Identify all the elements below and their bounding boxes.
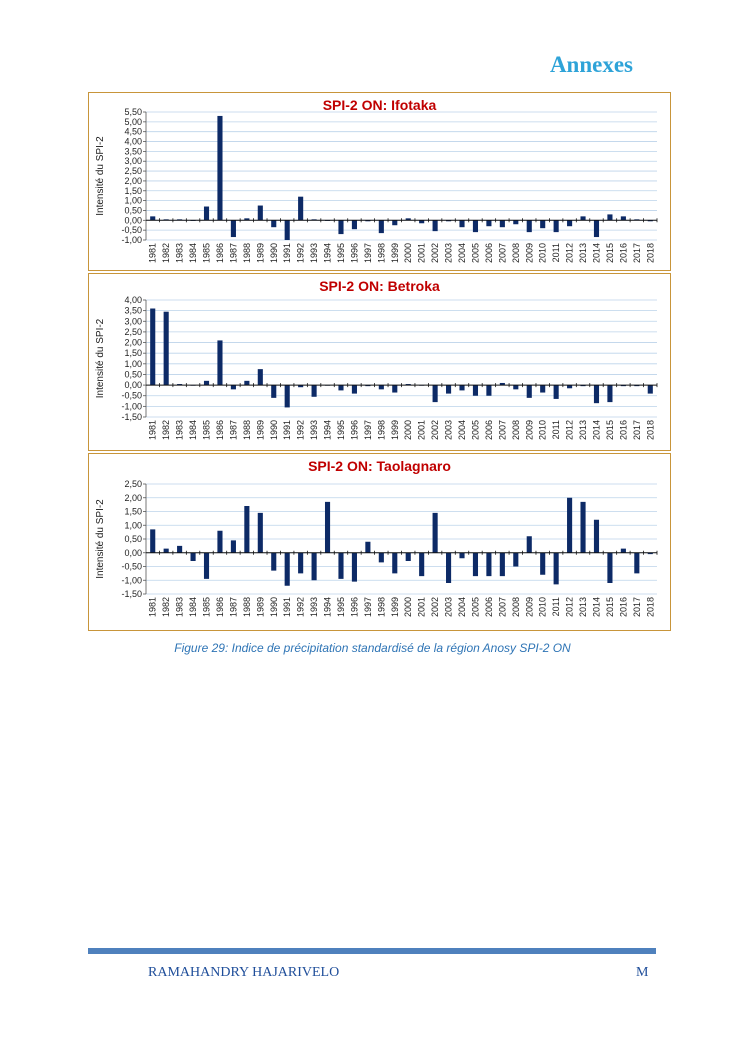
x-tick-label: 1995 [335,597,346,618]
bar [433,220,438,231]
chart-title: SPI-2 ON: Taolagnaro [308,458,451,474]
x-tick-label: 2004 [457,243,468,264]
x-tick-label: 2009 [524,243,535,264]
bar [607,385,612,402]
x-tick-label: 1982 [161,597,172,618]
bar [527,220,532,232]
x-tick-label: 1990 [268,420,279,441]
bar [204,207,209,221]
y-tick-label: 3,50 [124,305,142,316]
x-tick-label: 1997 [362,420,373,441]
bar [379,385,384,389]
bar [379,553,384,563]
x-tick-label: 2004 [457,597,468,618]
bar [406,553,411,561]
x-tick-label: 1984 [188,420,199,441]
bar [567,220,572,226]
x-tick-label: 1985 [201,243,212,264]
bar [271,385,276,398]
x-tick-label: 2014 [591,243,602,264]
bar [312,553,317,581]
y-axis-label: Intensité du SPI-2 [95,318,106,399]
bar [634,553,639,574]
x-tick-label: 1998 [376,597,387,618]
x-tick-label: 2005 [470,420,481,441]
x-tick-label: 2003 [443,243,454,264]
bar [285,385,290,407]
y-tick-label: 2,00 [124,175,142,186]
x-tick-label: 2015 [604,597,615,618]
chart-panel-ifotaka [88,92,671,271]
x-tick-label: 2001 [416,243,427,264]
x-tick-label: 2018 [645,420,656,441]
bar [164,312,169,385]
chart-taolagnaro [89,454,670,630]
bar [352,553,357,582]
x-tick-label: 1983 [174,597,185,618]
x-tick-label: 2006 [483,420,494,441]
x-tick-label: 1989 [255,420,266,441]
x-tick-label: 2001 [416,420,427,441]
x-tick-label: 1999 [389,597,400,618]
bar [459,553,464,559]
x-tick-label: 1996 [349,243,360,264]
bar [473,385,478,396]
x-tick-label: 2001 [416,597,427,618]
bar [352,220,357,229]
x-tick-label: 2016 [618,597,629,618]
x-tick-label: 1982 [161,243,172,264]
x-tick-label: 2014 [591,597,602,618]
x-tick-label: 2013 [578,243,589,264]
x-tick-label: 1983 [174,420,185,441]
x-tick-label: 2004 [457,420,468,441]
x-tick-label: 1981 [147,420,158,441]
bar [285,553,290,586]
y-tick-label: 2,00 [124,492,142,503]
y-tick-label: -0,50 [121,225,142,236]
bar [217,531,222,553]
x-tick-label: 2006 [483,243,494,264]
x-tick-label: 1987 [228,597,239,618]
x-tick-label: 1997 [362,243,373,264]
x-tick-label: 1981 [147,243,158,264]
x-tick-label: 1994 [322,597,333,618]
bar [258,206,263,221]
x-tick-label: 2012 [564,243,575,264]
x-tick-label: 2017 [631,243,642,264]
bar [191,553,196,561]
x-tick-label: 2010 [537,243,548,264]
x-tick-label: 2018 [645,243,656,264]
bar [379,220,384,233]
y-tick-label: 0,50 [124,534,142,544]
y-tick-label: 2,50 [124,479,142,489]
bar [352,385,357,394]
x-tick-label: 1987 [228,420,239,441]
x-tick-label: 2008 [510,597,521,618]
x-tick-label: 2014 [591,420,602,441]
y-tick-label: -1,50 [121,412,142,422]
x-tick-label: 2012 [564,420,575,441]
x-tick-label: 2007 [497,243,508,264]
x-tick-label: 1983 [174,243,185,264]
x-tick-label: 1989 [255,243,266,264]
y-tick-label: 1,50 [124,348,142,359]
footer-author: RAMAHANDRY HAJARIVELO [148,965,340,980]
bar [365,542,370,553]
x-tick-label: 1991 [282,420,293,441]
x-tick-label: 2002 [430,243,441,264]
bar [204,381,209,385]
bar [231,220,236,237]
y-axis-label: Intensité du SPI-2 [95,136,106,216]
x-tick-label: 1988 [241,597,252,618]
bar [433,513,438,553]
bar [540,220,545,228]
y-tick-label: 3,00 [124,316,142,327]
x-tick-label: 2007 [497,420,508,441]
x-tick-label: 1988 [241,420,252,441]
bar [433,385,438,402]
x-tick-label: 1993 [309,597,320,618]
y-tick-label: -1,00 [121,575,142,586]
bar [231,540,236,552]
bar [392,553,397,574]
bar [271,220,276,227]
bar [513,385,518,389]
x-tick-label: 1981 [147,597,158,618]
y-tick-label: 1,00 [124,195,142,206]
y-tick-label: 3,50 [124,146,142,157]
bar [486,220,491,226]
bar [473,220,478,232]
x-tick-label: 1997 [362,597,373,618]
x-tick-label: 2007 [497,597,508,618]
x-tick-label: 1984 [188,597,199,618]
bar [554,553,559,585]
bar [459,385,464,390]
x-tick-label: 1992 [295,597,306,618]
x-tick-label: 2016 [618,243,629,264]
x-tick-label: 2016 [618,420,629,441]
x-tick-label: 2009 [524,420,535,441]
bar [285,220,290,240]
x-tick-label: 2000 [403,597,414,618]
bar [513,553,518,567]
y-tick-label: -0,50 [121,390,142,401]
x-tick-label: 1993 [309,420,320,441]
y-tick-label: 1,50 [124,185,142,196]
bar [312,385,317,397]
bar [446,385,451,394]
footer-bar [88,948,656,954]
bar [258,513,263,553]
bar [554,220,559,232]
x-tick-label: 1999 [389,420,400,441]
x-tick-label: 2009 [524,597,535,618]
bar [607,214,612,220]
bar [217,340,222,385]
x-tick-label: 2012 [564,597,575,618]
y-tick-label: -1,00 [121,235,142,245]
chart-panel-betroka [88,273,671,451]
y-tick-label: 4,00 [124,295,142,305]
bar [554,385,559,399]
y-tick-label: -0,50 [121,561,142,572]
x-tick-label: 2013 [578,597,589,618]
bar [446,553,451,583]
page-number: M [636,965,649,980]
bar [231,385,236,389]
x-tick-label: 1992 [295,243,306,264]
x-tick-label: 2017 [631,597,642,618]
bar [607,553,612,583]
bar [164,549,169,553]
x-tick-label: 1986 [214,243,225,264]
bar [338,385,343,390]
chart-panel-taolagnaro [88,453,671,631]
x-tick-label: 1996 [349,597,360,618]
y-tick-label: 1,00 [124,358,142,369]
bar [338,553,343,579]
x-tick-label: 2011 [551,243,562,263]
x-tick-label: 2017 [631,420,642,441]
bar [567,498,572,553]
y-tick-label: 0,50 [124,369,142,380]
y-tick-label: 5,50 [124,107,142,117]
x-tick-label: 2018 [645,597,656,618]
bar [621,549,626,553]
y-tick-label: 1,00 [124,520,142,531]
bar [500,553,505,576]
bar [540,553,545,575]
y-tick-label: -1,00 [121,401,142,412]
x-tick-label: 1995 [335,420,346,441]
bar [258,369,263,385]
x-tick-label: 2010 [537,597,548,618]
y-tick-label: -1,50 [121,589,142,599]
chart-title: SPI-2 ON: Ifotaka [322,97,437,113]
y-tick-label: 4,00 [124,136,142,147]
bar [298,197,303,221]
bar [419,553,424,576]
y-axis-label: Intensité du SPI-2 [95,499,106,579]
x-tick-label: 1990 [268,597,279,618]
bar [150,309,155,386]
x-tick-label: 1982 [161,420,172,441]
bar [150,529,155,552]
x-tick-label: 1989 [255,597,266,618]
x-tick-label: 1998 [376,243,387,264]
bar [594,385,599,403]
bar [338,220,343,234]
y-tick-label: 1,50 [124,506,142,517]
bar [392,220,397,225]
x-tick-label: 2010 [537,420,548,441]
x-tick-label: 1987 [228,243,239,264]
x-tick-label: 1985 [201,597,212,618]
chart-title: SPI-2 ON: Betroka [319,278,440,294]
x-tick-label: 2005 [470,243,481,264]
x-tick-label: 2011 [551,420,562,440]
x-tick-label: 2000 [403,420,414,441]
bar [177,546,182,553]
bar [648,385,653,394]
bar [527,536,532,553]
figure-caption: Figure 29: Indice de précipitation standardisé de la région Anosy SPI-2 ON [174,641,571,655]
bar [580,216,585,220]
x-tick-label: 1991 [282,597,293,618]
bar [244,381,249,385]
bar [527,385,532,398]
bar [217,116,222,220]
x-tick-label: 2013 [578,420,589,441]
bar [540,385,545,392]
bar [500,220,505,227]
y-tick-label: 2,50 [124,326,142,337]
bar [621,216,626,220]
x-tick-label: 2015 [604,243,615,264]
y-tick-label: 3,00 [124,156,142,167]
x-tick-label: 2006 [483,597,494,618]
x-tick-label: 1984 [188,243,199,264]
x-tick-label: 2003 [443,597,454,618]
y-tick-label: 4,50 [124,126,142,137]
x-tick-label: 2003 [443,420,454,441]
x-tick-label: 2002 [430,597,441,618]
y-tick-label: 5,00 [124,116,142,127]
section-title: Annexes [549,52,633,77]
x-tick-label: 1994 [322,420,333,441]
y-tick-label: 0,00 [124,215,142,226]
y-tick-label: 0,00 [124,547,142,558]
x-tick-label: 1993 [309,243,320,264]
bar [459,220,464,227]
bar [594,520,599,553]
bar [244,506,249,553]
y-tick-label: 2,50 [124,166,142,177]
x-tick-label: 1991 [282,243,293,264]
bar [513,220,518,224]
chart-ifotaka [89,93,670,270]
x-tick-label: 1996 [349,420,360,441]
x-tick-label: 1988 [241,243,252,264]
x-tick-label: 2000 [403,243,414,264]
x-tick-label: 2002 [430,420,441,441]
x-tick-label: 1985 [201,420,212,441]
bar [486,553,491,576]
x-tick-label: 1999 [389,243,400,264]
x-tick-label: 1995 [335,243,346,264]
y-tick-label: 0,00 [124,380,142,391]
y-tick-label: 0,50 [124,205,142,216]
x-tick-label: 2005 [470,597,481,618]
bar [298,553,303,574]
x-tick-label: 1992 [295,420,306,441]
bar [150,216,155,220]
x-tick-label: 2008 [510,243,521,264]
bar [204,553,209,579]
bar [392,385,397,392]
x-tick-label: 2011 [551,597,562,617]
bar [594,220,599,237]
y-tick-label: 2,00 [124,337,142,348]
x-tick-label: 1990 [268,243,279,264]
chart-betroka [89,274,670,450]
bar [580,502,585,553]
x-tick-label: 2008 [510,420,521,441]
x-tick-label: 1998 [376,420,387,441]
bar [271,553,276,571]
x-tick-label: 1986 [214,597,225,618]
bar [486,385,491,396]
x-tick-label: 1986 [214,420,225,441]
x-tick-label: 2015 [604,420,615,441]
x-tick-label: 1994 [322,243,333,264]
bar [325,502,330,553]
bar [473,553,478,576]
